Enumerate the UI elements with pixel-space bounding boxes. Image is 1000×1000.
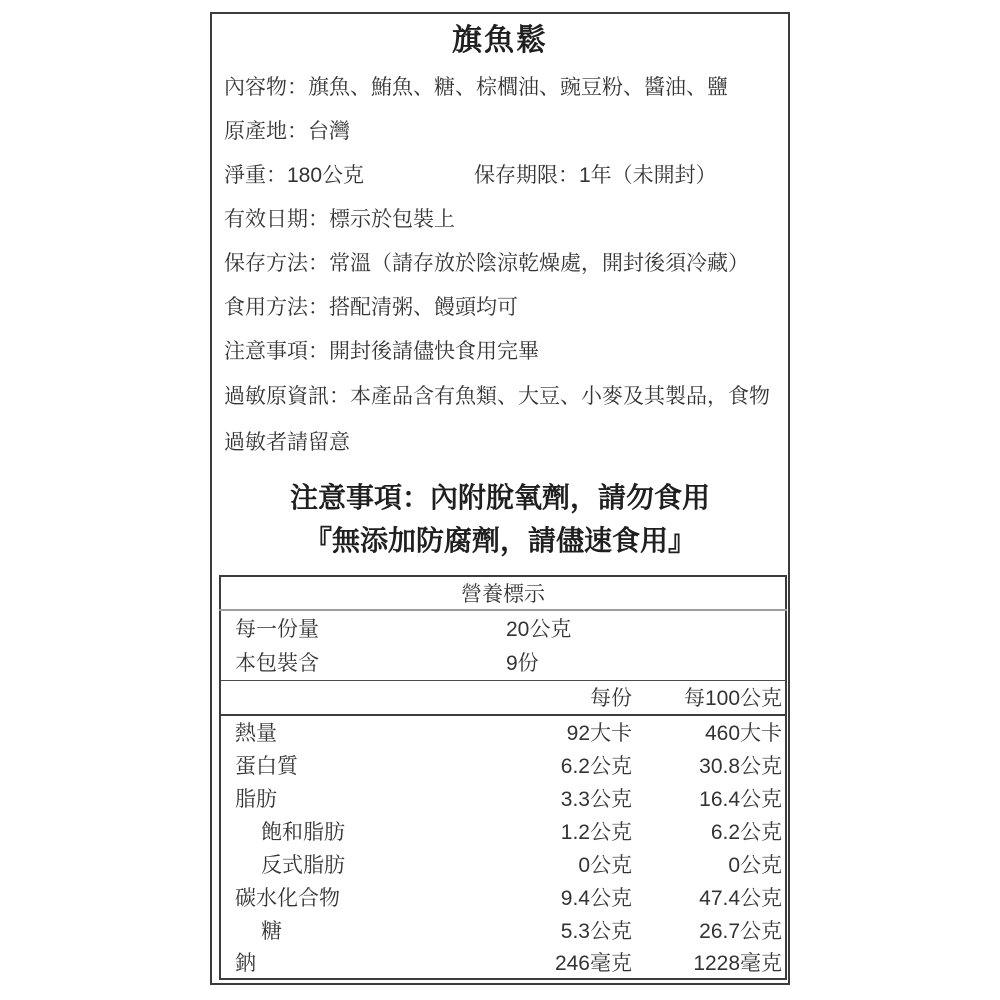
- header-spacer: [220, 680, 492, 715]
- per-serving-value: 0公克: [578, 853, 632, 877]
- notice-line: 注意事項：開封後請儘快食用完畢: [224, 340, 539, 363]
- per-serving-value: 92大卡: [566, 722, 632, 745]
- product-label: [210, 12, 790, 985]
- nutrition-table-title-row: [220, 576, 786, 610]
- per-serving-value: 6.2公克: [560, 754, 632, 778]
- col-header-per-serving: 每份: [492, 680, 632, 715]
- page-title: 旗魚鬆: [452, 24, 548, 57]
- storage-method-line: 保存方法：常溫（請存放於陰涼乾燥處，開封後須冷藏）: [224, 252, 749, 275]
- servings-per-pack-value: 9份: [492, 645, 786, 680]
- serving-size-row: [220, 610, 786, 645]
- nutrient-name: 蛋白質: [235, 754, 298, 778]
- table-row: [220, 847, 786, 880]
- nutrient-name: 脂肪: [235, 787, 277, 811]
- per-100g-value: 460大卡: [704, 722, 783, 745]
- per-serving-value: 5.3公克: [560, 919, 632, 943]
- per-100g-value: 16.4公克: [699, 787, 783, 811]
- per-100g-value: 30.8公克: [699, 754, 783, 778]
- per-serving-value: 246毫克: [554, 952, 632, 975]
- per-serving-value: 3.3公克: [560, 787, 632, 811]
- serving-size-value: 20公克: [506, 618, 572, 641]
- nutrient-name: 熱量: [235, 722, 277, 745]
- warning-section: [212, 476, 788, 562]
- per-100g-value: 6.2公克: [710, 820, 783, 844]
- net-weight: 淨重：180公克: [224, 164, 365, 187]
- col-header-per-100g: 每100公克: [632, 680, 786, 715]
- warning-line-2: 『無添加防腐劑，請儘速食用』: [303, 525, 696, 556]
- nutrition-table: [219, 575, 787, 980]
- per-serving-value: 9.4公克: [560, 886, 632, 910]
- serving-size-label: 每一份量: [235, 618, 319, 641]
- per-100g-value: 47.4公克: [699, 886, 783, 910]
- expiry-date-line: 有效日期：標示於包裝上: [224, 208, 455, 231]
- nutrient-name: 碳水化合物: [235, 886, 340, 910]
- weight-shelflife-line: [224, 154, 776, 198]
- ingredients-line: 內容物：旗魚、鮪魚、糖、棕櫚油、豌豆粉、醬油、鹽: [224, 76, 728, 99]
- servings-per-pack-label: 本包裝含: [220, 645, 492, 680]
- warning-line-1: 注意事項：內附脫氧劑，請勿食用: [289, 482, 710, 513]
- per-100g-value: 0公克: [728, 853, 783, 877]
- origin-line: 原產地：台灣: [224, 120, 350, 143]
- per-100g-value: 1228毫克: [693, 952, 783, 975]
- usage-method-line: 食用方法：搭配清粥、饅頭均可: [224, 296, 518, 319]
- per-100g-value: 26.7公克: [699, 919, 783, 943]
- table-row: [220, 814, 786, 847]
- nutrition-header-row: [220, 680, 786, 715]
- per-serving-value: 1.2公克: [560, 820, 632, 844]
- nutrient-name: 鈉: [235, 952, 256, 975]
- table-row: [220, 913, 786, 946]
- table-row: [220, 880, 786, 913]
- shelf-life: 保存期限：1年（未開封）: [474, 164, 717, 187]
- table-row: [220, 715, 786, 748]
- servings-per-pack-row: [220, 645, 786, 680]
- nutrient-name: 反式脂肪: [261, 853, 345, 877]
- table-row: [220, 748, 786, 781]
- table-row: [220, 946, 786, 979]
- allergen-info-line: 過敏原資訊：本產品含有魚類、大豆、小麥及其製品，食物過敏者請留意: [224, 385, 770, 454]
- table-row: [220, 781, 786, 814]
- product-info-section: [212, 60, 788, 466]
- nutrition-table-title: 營養標示: [220, 576, 786, 610]
- nutrient-name: 飽和脂肪: [261, 820, 345, 844]
- nutrient-name: 糖: [261, 919, 282, 943]
